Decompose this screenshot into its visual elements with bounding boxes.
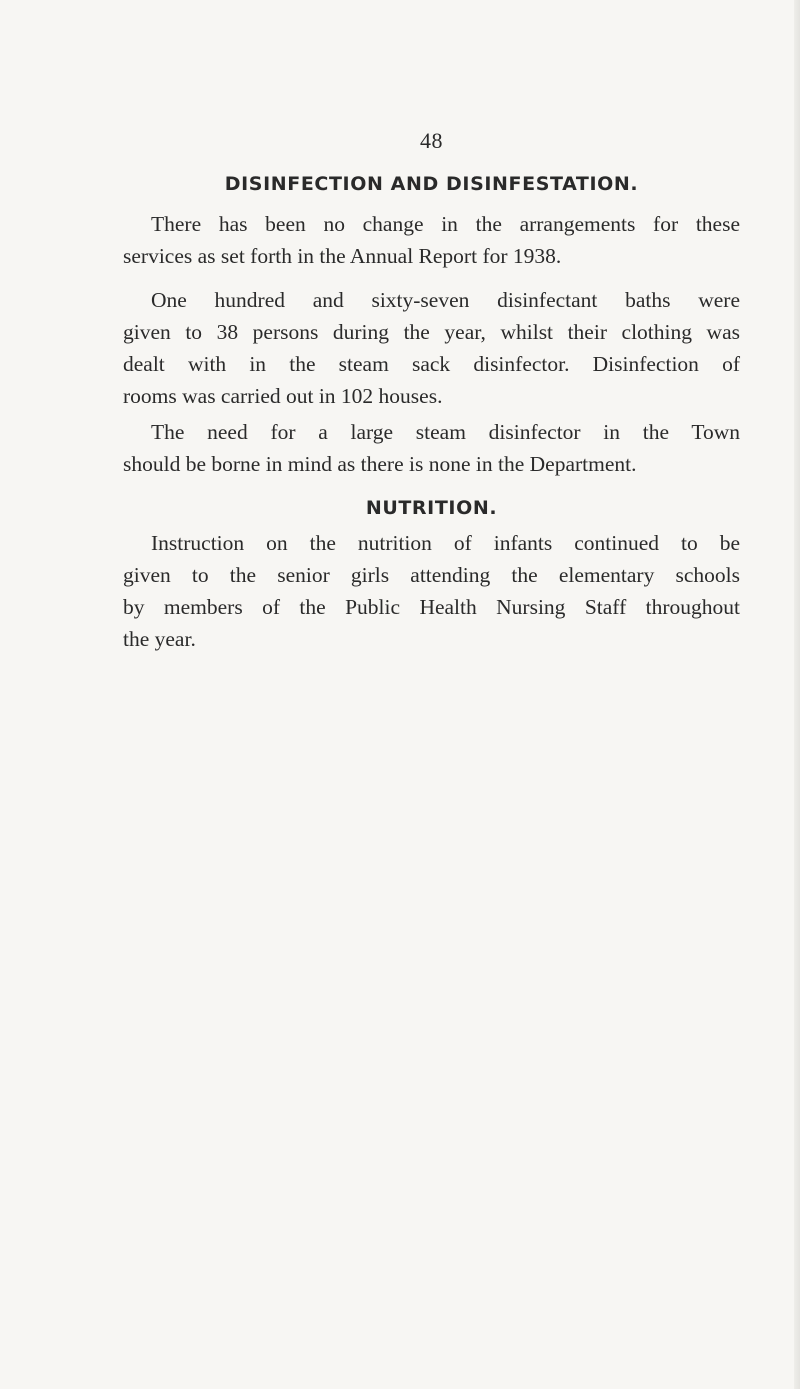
paragraph-line: The need for a large steam disinfector in the Town	[151, 420, 740, 444]
paragraph-line: given to 38 persons during the year, whilst their clothing was	[123, 320, 740, 344]
page-number: 48	[420, 128, 443, 153]
paragraph-baths	[123, 284, 740, 412]
paragraph-line: by members of the Public Health Nursing Staff throughout	[123, 595, 740, 619]
page-edge	[794, 0, 800, 1389]
paragraph-line: Instruction on the nutrition of infants continued to be	[151, 531, 740, 555]
paragraph-steam-disinfector	[123, 416, 740, 480]
paragraph-line: dealt with in the steam sack disinfector. Disinfection of	[123, 352, 740, 376]
paragraph-line: rooms was carried out in 102 houses.	[123, 384, 443, 408]
paragraph-line: There has been no change in the arrangements for these	[151, 212, 740, 236]
section-heading-disinfection: DISINFECTION AND DISINFESTATION.	[224, 173, 639, 195]
paragraph-line: should be borne in mind as there is none in the Department.	[123, 452, 637, 476]
paragraph-arrangements	[123, 208, 740, 272]
paragraph-line: One hundred and sixty-seven disinfectant baths were	[151, 288, 740, 312]
paragraph-nutrition	[123, 527, 740, 655]
paragraph-line: the year.	[123, 627, 196, 651]
section-heading-nutrition: NUTRITION.	[365, 497, 498, 519]
paragraph-line: given to the senior girls attending the elementary schools	[123, 563, 740, 587]
paragraph-line: services as set forth in the Annual Report for 1938.	[123, 244, 562, 268]
